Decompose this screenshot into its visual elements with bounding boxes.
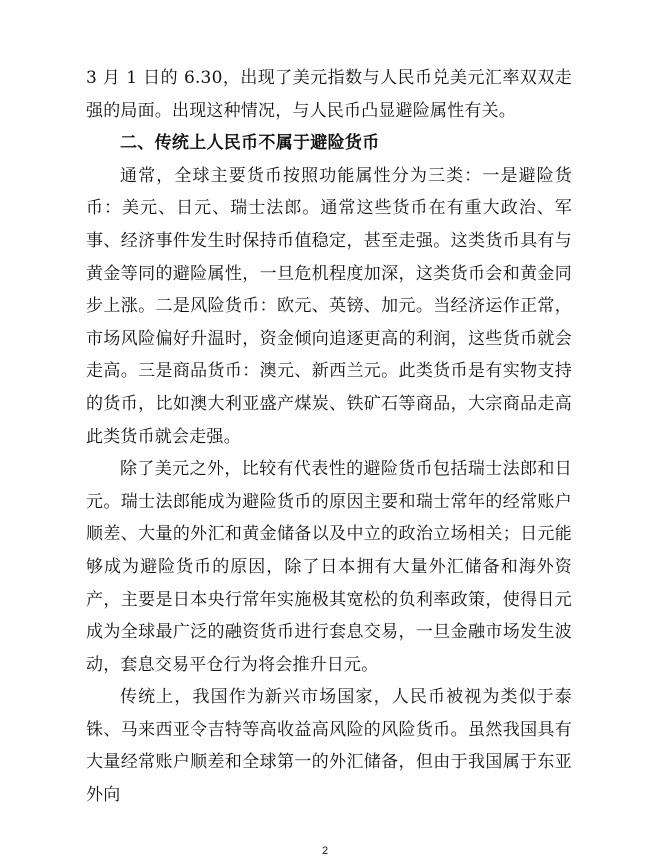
paragraph-currency-categories: 通常，全球主要货币按照功能属性分为三类：一是避险货币：美元、日元、瑞士法郎。通常这些货币在有重大政治、军事、经济事件发生时保持币值稳定，甚至走强。这类货币具有与黄金等同的避险属性，一旦危机程度加深，这类货币会和黄金同步上涨。二是风险货币：欧元、英镑、加元。当经济运作正常，市场风险偏好升温时，资金倾向追逐更高的利润，这些货币就会走高。三是商品货币：澳元、新西兰元。此类货币是有实物支持的货币，比如澳大利亚盛产煤炭、铁矿石等商品，大宗商品走高此类货币就会走强。 bbox=[86, 165, 572, 447]
page-number: 2 bbox=[321, 845, 329, 857]
paragraph-safe-haven-examples: 除了美元之外，比较有代表性的避险货币包括瑞士法郎和日元。瑞士法郎能成为避险货币的原因主要和瑞士常年的经常账户顺差、大量的外汇和黄金储备以及中立的政治立场相关；日元能够成为避险货币的原因，除了日本拥有大量外汇储备和海外资产，主要是日本央行常年实施极其宽松的负利率政策，使得日元成为全球最广泛的融资货币进行套息交易，一旦金融市场发生波动，套息交易平仓行为将会推升日元。 bbox=[86, 459, 572, 675]
document-body bbox=[86, 62, 572, 812]
section-heading: 二、传统上人民币不属于避险货币 bbox=[120, 133, 380, 154]
paragraph-rmb-traditional: 传统上，我国作为新兴市场国家，人民币被视为类似于泰铢、马来西亚令吉特等高收益高风险的风险货币。虽然我国具有大量经常账户顺差和全球第一的外汇储备，但由于我国属于东亚外向 bbox=[86, 687, 572, 806]
paragraph-continuation: 3 月 1 日的 6.30，出现了美元指数与人民币兑美元汇率双双走强的局面。出现这种情况，与人民币凸显避险属性有关。 bbox=[86, 68, 572, 121]
